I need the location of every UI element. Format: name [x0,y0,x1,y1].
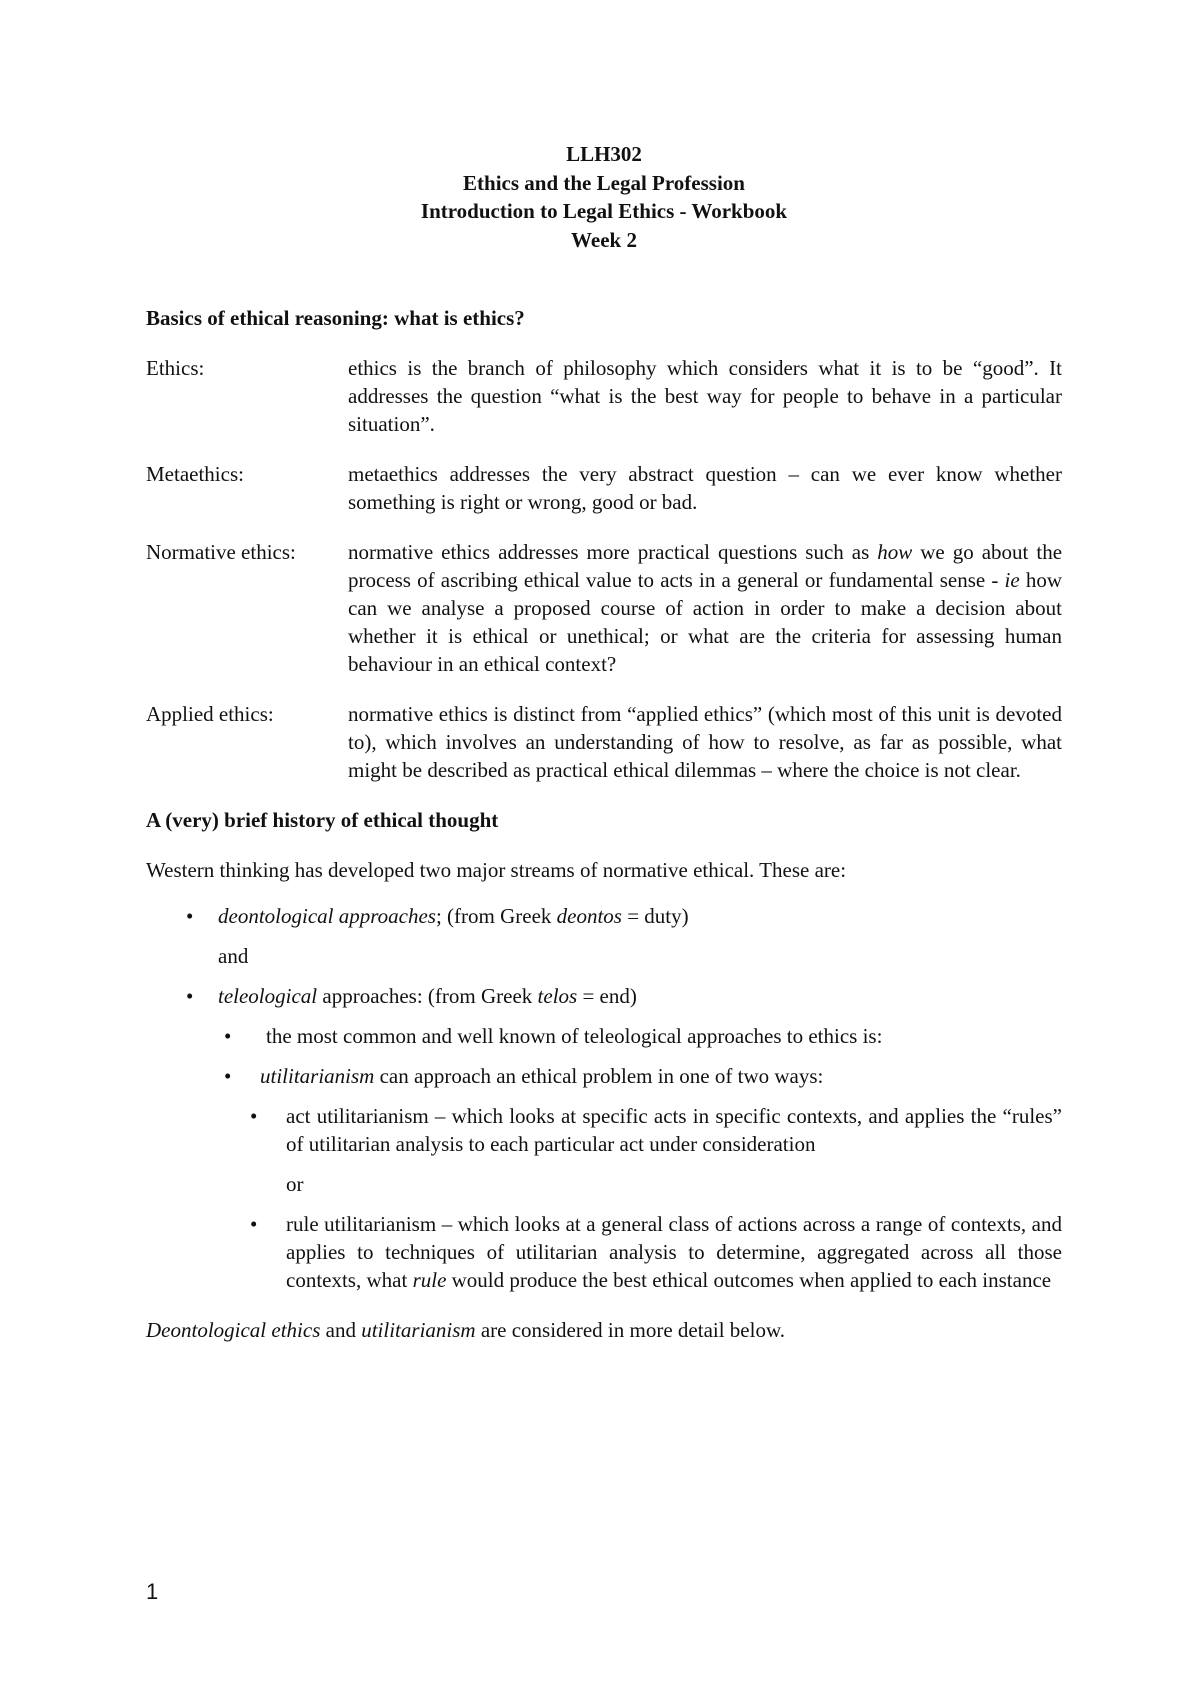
emphasis: rule [412,1268,447,1292]
section-heading-basics: Basics of ethical reasoning: what is ethics? [146,306,525,330]
bullet-icon: • [224,1024,232,1048]
list-item-text: the most common and well known of teleological approaches to ethics is: [266,1024,883,1048]
text-run: = duty) [621,904,689,928]
definition-term: Ethics: [146,356,205,380]
definition-text: normative ethics is distinct from “applied ethics” (which most of this unit is devoted to), which involves an understanding of how to resolve, as far as possible, what might be described as practical ethical dilemmas – where the choice is not clear. [348,702,1062,782]
course-code: LLH302 [566,142,642,166]
emphasis: utilitarianism [361,1318,476,1342]
definition-ethics [146,354,1062,438]
text-run: would produce the best ethical outcomes when applied to each instance [446,1268,1052,1292]
closing-paragraph [146,1316,1062,1344]
text-run: normative ethics addresses more practical questions such as [348,540,878,564]
definition-text: metaethics addresses the very abstract question – can we ever know whether something is right or wrong, good or bad. [348,462,1062,514]
emphasis: deontological approaches [218,904,436,928]
text-run: = end) [577,984,637,1008]
bullet-icon: • [186,984,194,1008]
bullet-icon: • [250,1104,258,1128]
emphasis: how [877,540,913,564]
week-label: Week 2 [571,227,637,252]
definition-term: Applied ethics: [146,702,274,726]
page-number: 1 [146,1579,159,1604]
bullet-icon: • [224,1064,232,1088]
course-title: Ethics and the Legal Profession [463,170,745,195]
definition-applied-ethics [146,700,1062,784]
definition-text [348,538,1062,678]
definition-term: Normative ethics: [146,540,296,564]
list-item-rule-utilitarianism [250,1210,1062,1294]
list-item-text [286,1210,1062,1294]
list-item-act-utilitarianism [250,1102,1062,1158]
emphasis: teleological [218,984,318,1008]
list-item-text: act utilitarianism – which looks at specific acts in specific contexts, and applies the “rules” of utilitarian analysis to each particular act under consideration [286,1104,1062,1156]
definition-text: ethics is the branch of philosophy which considers what it is to be “good”. It addresses the question “what is the best way for people to behave in a particular situation”. [348,356,1062,436]
emphasis: ie [1004,568,1020,592]
document-header [146,140,1062,254]
or-connector: or [286,1172,304,1196]
definition-normative-ethics [146,538,1062,678]
text-run: approaches: (from Greek [317,984,538,1008]
document-page [146,140,1062,1344]
bullet-icon: • [186,904,194,928]
bullet-icon: • [250,1212,258,1236]
emphasis: telos [537,984,578,1008]
emphasis: utilitarianism [260,1064,375,1088]
workbook-title: Introduction to Legal Ethics - Workbook [420,199,788,223]
text-run: are considered in more detail below. [475,1318,786,1342]
text-run: and [320,1318,362,1342]
list-item-common-approach [224,1022,1062,1050]
text-run: we go about the process of ascribing ethical value to acts in a general or fundamental sense - [348,540,1063,592]
text-run: can approach an ethical problem in one of two ways: [374,1064,824,1088]
text-run: ; (from Greek [435,904,557,928]
list-item-deontological [186,902,1062,930]
and-connector: and [218,944,249,968]
list-item-text [218,982,1062,1010]
history-intro: Western thinking has developed two major streams of normative ethical. These are: [146,858,847,882]
text-run: rule utilitarianism – which looks at a general class of actions across a range of contexts, and applies to techniques of utilitarian analysis to determine, aggregated across all those contexts, what [286,1212,1062,1292]
list-item-teleological [186,982,1062,1010]
emphasis: deontos [556,904,622,928]
definition-metaethics [146,460,1062,516]
section-heading-history: A (very) brief history of ethical thought [146,808,499,832]
text-run: how can we analyse a proposed course of action in order to make a decision about whether it is ethical or unethical; or what are the criteria for assessing human behaviour in an ethical context? [348,568,1062,676]
list-item-text [260,1062,1062,1090]
emphasis: Deontological ethics [146,1318,321,1342]
definition-term: Metaethics: [146,462,244,486]
list-item-text [218,902,1062,930]
list-item-utilitarianism [224,1062,1062,1090]
